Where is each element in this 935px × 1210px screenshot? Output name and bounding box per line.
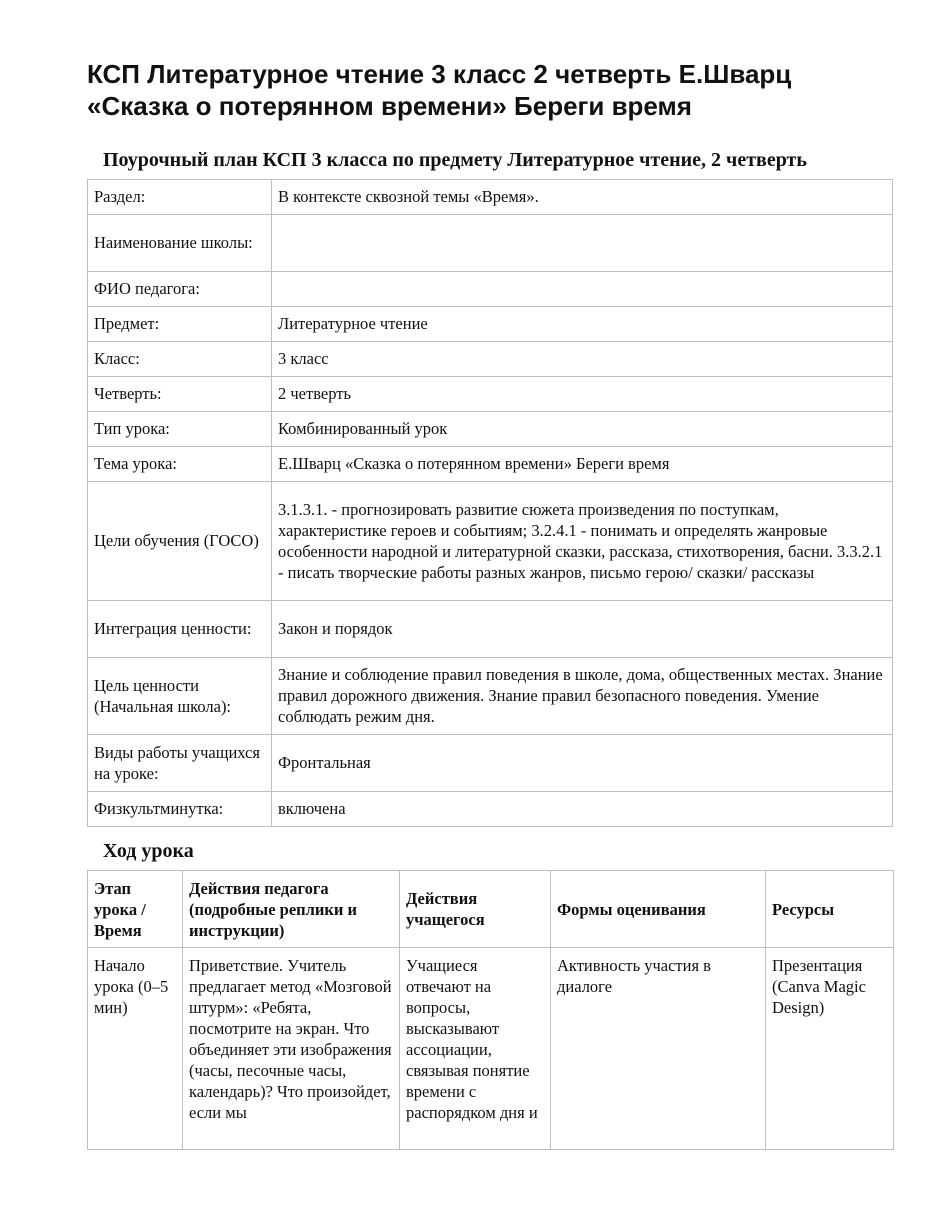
table-row bbox=[88, 601, 893, 658]
table-row bbox=[88, 447, 893, 482]
row-value-work-types: Фронтальная bbox=[272, 735, 893, 792]
column-header-stage: Этап урока / Время bbox=[88, 871, 183, 948]
table-row bbox=[88, 342, 893, 377]
lesson-info-table bbox=[87, 179, 893, 827]
row-value-lesson-type: Комбинированный урок bbox=[272, 412, 893, 447]
row-value-physical-break: включена bbox=[272, 792, 893, 827]
row-label-section: Раздел: bbox=[88, 180, 272, 215]
table-row bbox=[88, 412, 893, 447]
row-value-school bbox=[272, 215, 893, 272]
row-value-teacher bbox=[272, 272, 893, 307]
row-value-learning-goals: 3.1.3.1. - прогнозировать развитие сюжета произведения по поступкам, характеристике героев и событиям; 3.2.4.1 - понимать и определять жанровые особенности народной и литературной сказки, рассказа, стихотворения, басни. 3.3.2.1 - писать творческие работы разных жанров, письмо герою/ сказки/ рассказы bbox=[272, 482, 893, 601]
cell-assessment: Активность участия в диалоге bbox=[551, 948, 766, 1150]
row-value-quarter: 2 четверть bbox=[272, 377, 893, 412]
cell-resources: Презентация (Canva Magic Design) bbox=[766, 948, 894, 1150]
row-label-work-types: Виды работы учащихся на уроке: bbox=[88, 735, 272, 792]
row-value-lesson-topic: Е.Шварц «Сказка о потерянном времени» Береги время bbox=[272, 447, 893, 482]
row-label-learning-goals: Цели обучения (ГОСО) bbox=[88, 482, 272, 601]
row-label-teacher: ФИО педагога: bbox=[88, 272, 272, 307]
cell-student-actions: Учащиеся отвечают на вопросы, высказывают ассоциации, связывая понятие времени с распорядком дня и bbox=[400, 948, 551, 1150]
row-label-lesson-type: Тип урока: bbox=[88, 412, 272, 447]
row-value-grade: 3 класс bbox=[272, 342, 893, 377]
row-value-value-integration: Закон и порядок bbox=[272, 601, 893, 658]
table-row bbox=[88, 735, 893, 792]
table-row bbox=[88, 658, 893, 735]
table-row bbox=[88, 948, 894, 1150]
table-row bbox=[88, 272, 893, 307]
row-label-value-goal: Цель ценности (Начальная школа): bbox=[88, 658, 272, 735]
cell-teacher-actions: Приветствие. Учитель предлагает метод «Мозговой штурм»: «Ребята, посмотрите на экран. Что объединяет эти изображения (часы, песочные часы, календарь)? Что произойдет, если мы bbox=[183, 948, 400, 1150]
row-label-quarter: Четверть: bbox=[88, 377, 272, 412]
table-row bbox=[88, 215, 893, 272]
column-header-assessment: Формы оценивания bbox=[551, 871, 766, 948]
table-row bbox=[88, 180, 893, 215]
row-label-physical-break: Физкультминутка: bbox=[88, 792, 272, 827]
row-value-section: В контексте сквозной темы «Время». bbox=[272, 180, 893, 215]
plan-heading: Поурочный план КСП 3 класса по предмету Литературное чтение, 2 четверть bbox=[103, 149, 807, 171]
table-row bbox=[88, 792, 893, 827]
lesson-flow-table bbox=[87, 870, 894, 1150]
column-header-student-actions: Действия учащегося bbox=[400, 871, 551, 948]
row-label-subject: Предмет: bbox=[88, 307, 272, 342]
column-header-resources: Ресурсы bbox=[766, 871, 894, 948]
lesson-heading: Ход урока bbox=[103, 840, 194, 862]
row-label-lesson-topic: Тема урока: bbox=[88, 447, 272, 482]
row-label-value-integration: Интеграция ценности: bbox=[88, 601, 272, 658]
row-value-value-goal: Знание и соблюдение правил поведения в школе, дома, общественных местах. Знание правил дорожного движения. Знание правил безопасного поведения. Умение соблюдать режим дня. bbox=[272, 658, 893, 735]
row-label-grade: Класс: bbox=[88, 342, 272, 377]
table-row bbox=[88, 377, 893, 412]
row-label-school: Наименование школы: bbox=[88, 215, 272, 272]
column-header-teacher-actions: Действия педагога (подробные реплики и инструкции) bbox=[183, 871, 400, 948]
table-row bbox=[88, 307, 893, 342]
document-title bbox=[87, 58, 887, 122]
document-title-line-1: КСП Литературное чтение 3 класс 2 четверть Е.Шварц bbox=[87, 59, 792, 89]
row-value-subject: Литературное чтение bbox=[272, 307, 893, 342]
table-row bbox=[88, 482, 893, 601]
cell-stage: Начало урока (0–5 мин) bbox=[88, 948, 183, 1150]
document-title-line-2: «Сказка о потерянном времени» Береги время bbox=[87, 91, 692, 121]
table-header-row bbox=[88, 871, 894, 948]
